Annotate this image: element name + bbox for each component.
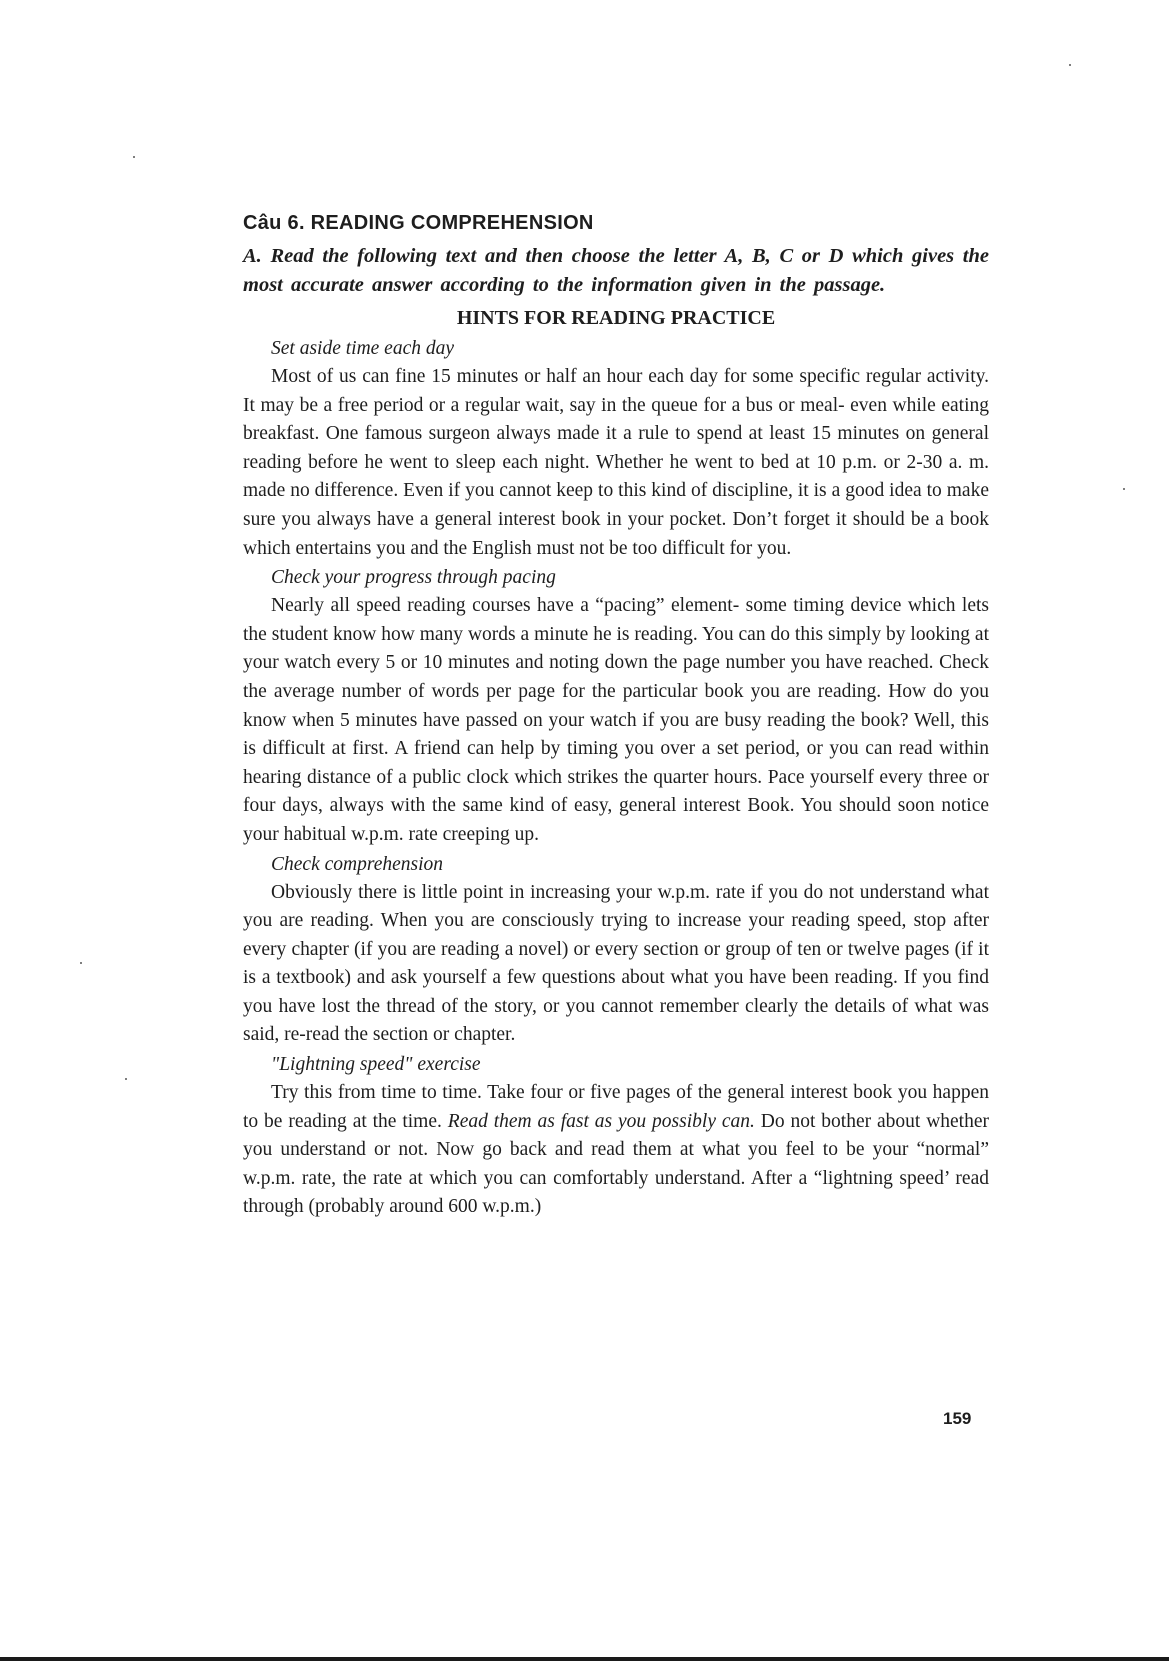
passage-section <box>243 334 989 563</box>
scan-speck <box>80 962 82 964</box>
passage-section <box>243 1050 989 1222</box>
page-number: 159 <box>943 1409 972 1428</box>
paragraph: Obviously there is little point in increasing your w.p.m. rate if you do not understand what you are reading. When you are consciously trying to increase your reading speed, stop after every chapter (if you are reading a novel) or every section or group of ten or twelve pages (if it is a textbook) and ask yourself a few questions about what you have been reading. If you find you have lost the thread of the story, or you cannot remember clearly the details of what was said, re-read the section or chapter. <box>243 881 989 1046</box>
scan-speck <box>125 1078 127 1080</box>
paragraph-end: Do not bother about whether you understand or not. Now go back and read them at what you feel to be your “normal” w.p.m. rate, the rate at which you can comfortably understand. After a “lightning speed’ read through (probably around 600 w.p.m.) <box>243 1110 990 1218</box>
page-bottom-edge <box>0 1657 1169 1661</box>
passage-title: HINTS FOR READING PRACTICE <box>456 307 776 329</box>
scan-speck <box>1069 64 1071 66</box>
scan-speck <box>1123 488 1125 490</box>
passage-section <box>243 850 989 1051</box>
paragraph-emphasis: Read them as fast as you possibly can. <box>447 1110 755 1132</box>
instruction-text: A. Read the following text and then choose the letter A, B, C or D which gives the most accurate answer according to the information given in the passage. <box>243 245 989 296</box>
section-heading: Câu 6. READING COMPREHENSION <box>243 212 594 234</box>
subheading: Set aside time each day <box>271 338 455 359</box>
subheading: Check comprehension <box>271 853 444 875</box>
paragraph: Most of us can fine 15 minutes or half an hour each day for some specific regular activity. It may be a free period or a regular wait, say in the queue for a bus or meal- even while eating breakfast. One famous surgeon always made it a rule to spend at least 15 minutes on general reading before he went to sleep each night. Whether he went to bed at 10 p.m. or 2-30 a. m. made no difference. Even if you cannot keep to this kind of discipline, it is a good idea to make sure you always have a general interest book in your pocket. Don’t forget it should be a book which entertains you and the English must not be too difficult for you. <box>243 366 989 559</box>
passage-section <box>243 563 989 849</box>
paragraph-start: Try this from time to time. Take four or five pages of the general interest book you happen to be reading at the time. <box>243 1082 989 1132</box>
page-content <box>243 210 989 1222</box>
paragraph <box>243 1079 989 1222</box>
subheading: "Lightning speed" exercise <box>271 1054 481 1076</box>
subheading: Check your progress through pacing <box>271 567 556 589</box>
paragraph: Nearly all speed reading courses have a “pacing” element- some timing device which lets the student know how many words a minute he is reading. You can do this simply by looking at your watch every 5 or 10 minutes and noting down the page number you have reached. Check the average number of words per page for the particular book you are reading. How do you know when 5 minutes have passed on your watch if you are busy reading the book? Well, this is difficult at first. A friend can help by timing you over a set period, or you can read within hearing distance of a public clock which strikes the quarter hours. Pace yourself every three or four days, always with the same kind of easy, general interest Book. You should soon notice your habitual w.p.m. rate creeping up. <box>243 595 989 845</box>
scan-speck <box>133 156 135 158</box>
